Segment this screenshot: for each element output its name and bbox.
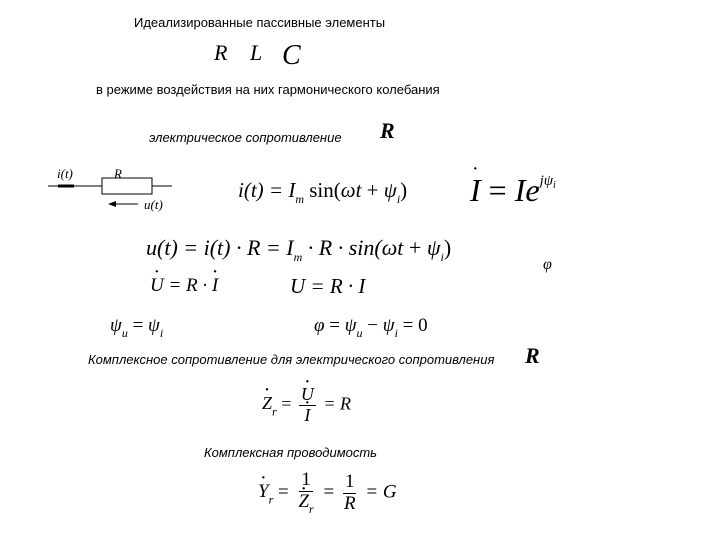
equation-current-complex: · $I = Ie^{j\psi_i}$ bbox=[470, 172, 556, 209]
equation-current-time: $i(t) = I_m$ $\sin(\omega t + \psi_i)$ bbox=[238, 178, 408, 206]
complex-resistance-symbol: R bbox=[525, 343, 540, 368]
resistance-symbol: R bbox=[380, 118, 395, 143]
current-label: i(t) bbox=[57, 166, 73, 181]
equation-impedance: · $Z_r$ = · U · I = R bbox=[262, 385, 351, 426]
equation-phase-difference: $\varphi = \psi_u - \psi_i = 0$ bbox=[314, 315, 428, 340]
element-c: C bbox=[282, 40, 301, 71]
admittance-fraction-z: 1 · $Z_r$ bbox=[296, 470, 315, 516]
voltage-label: u(t) bbox=[144, 197, 163, 212]
resistor-label: R bbox=[114, 166, 122, 181]
equation-phase-equal: $\psi_u = \psi_i$ bbox=[110, 315, 164, 340]
page-title: Идеализированные пассивные элементы bbox=[134, 15, 386, 30]
admittance-label: Комплексная проводимость bbox=[204, 445, 378, 460]
equation-voltage-magnitude: U = R · I bbox=[290, 274, 366, 298]
equation-admittance: · $Y_r$ = 1 · $Z_r$ = $\frac{1}{R}$ = G bbox=[258, 470, 397, 516]
equation-voltage-complex: · U = R · · I bbox=[150, 275, 218, 297]
phi-symbol: φ bbox=[543, 256, 552, 273]
equation-voltage-time: $u(t) = i(t) \cdot R = I_m \cdot R \cdot \sin(\omega t + \psi_i)$ bbox=[146, 235, 452, 264]
impedance-fraction: · U · I bbox=[299, 385, 316, 426]
element-r: R bbox=[214, 40, 228, 65]
voltage-arrow-head bbox=[108, 201, 116, 207]
subheading: в режиме воздействия на них гармонического колебания bbox=[96, 82, 440, 97]
complex-resistance-label: Комплексное сопротивление для электрического сопротивления bbox=[88, 352, 495, 367]
resistor-body bbox=[102, 178, 152, 194]
element-l: L bbox=[250, 40, 263, 65]
resistance-label: электрическое сопротивление bbox=[149, 130, 342, 145]
admittance-fraction-r: $\frac{1}{R}$ bbox=[343, 470, 356, 514]
